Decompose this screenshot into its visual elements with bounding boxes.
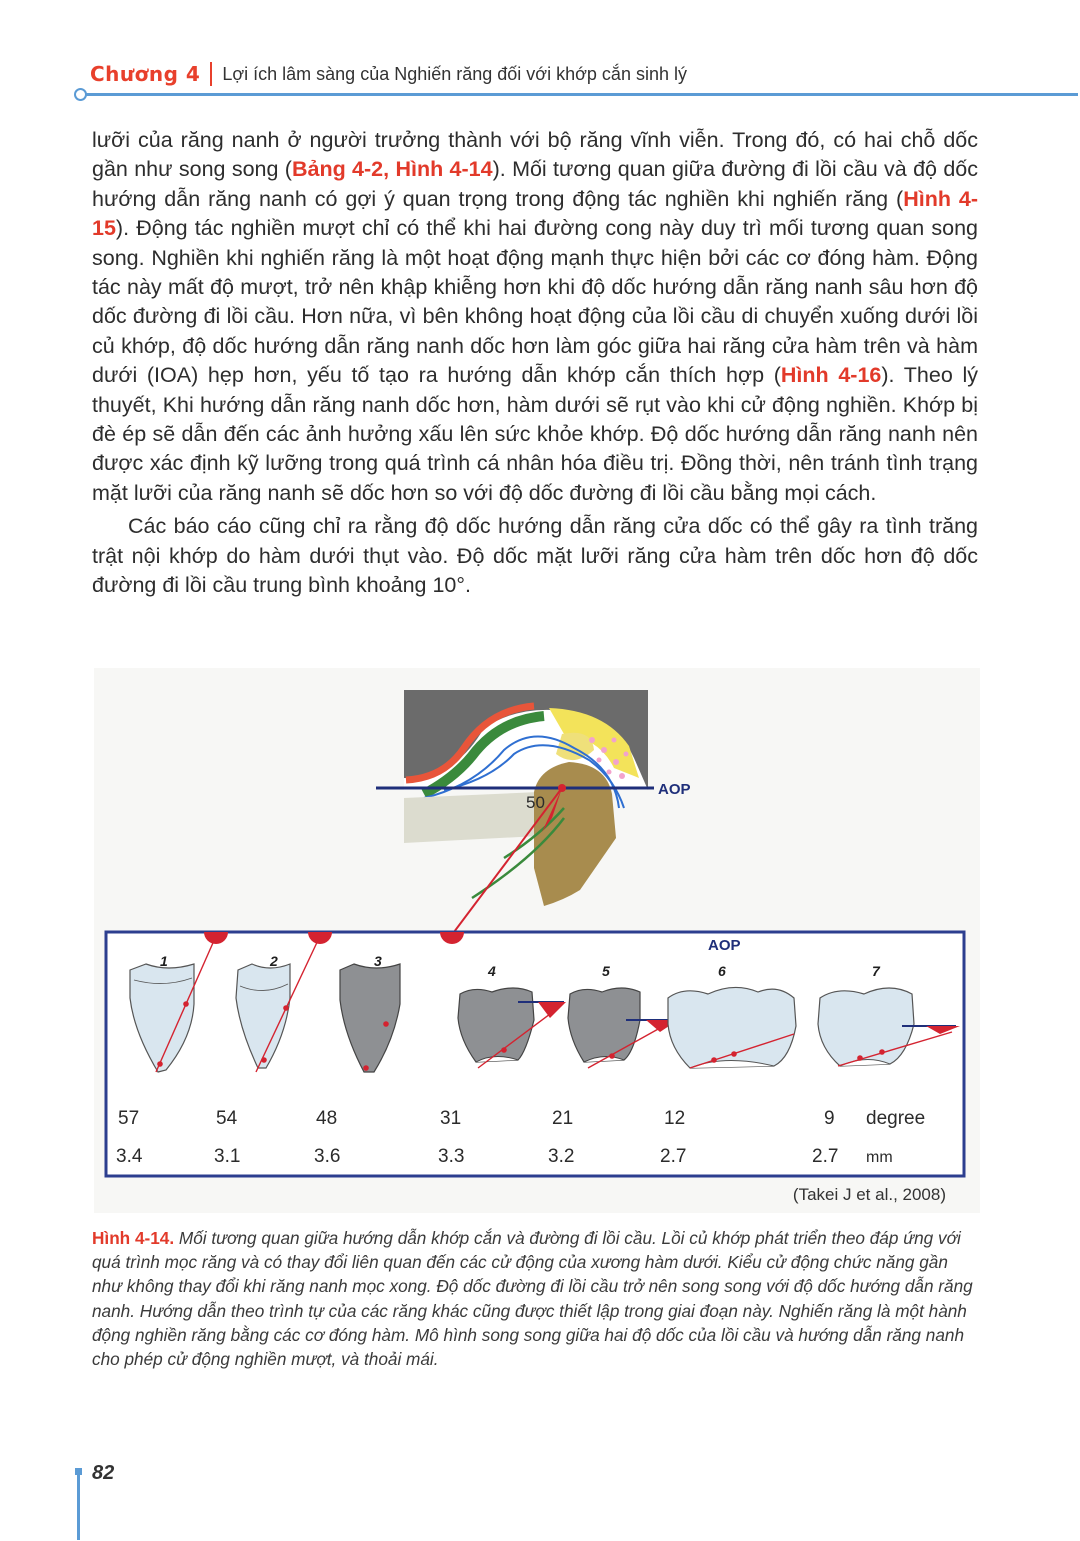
angle-value-50: 50	[526, 793, 545, 812]
degree-value-4: 31	[440, 1108, 462, 1129]
text-span: lưỡi của răng nanh ở người trưởng thành với bộ răng vĩnh viễn. Trong đó, có hai chỗ dốc gần như song song (	[92, 128, 978, 182]
chapter-title: Lợi ích lâm sàng của Nghiến răng đối với khớp cắn sinh lý	[222, 63, 687, 84]
caption-label: Hình 4-14.	[92, 1228, 175, 1248]
tooth-5	[568, 988, 640, 1062]
page-number: 82	[92, 1462, 115, 1484]
reference-link: Bảng 4-2, Hình 4-14	[291, 157, 493, 182]
degree-value-1: 57	[118, 1108, 140, 1129]
text-span: ). Động tác nghiền mượt chỉ có thể khi hai đường cong này duy trì mối tương quan song song. Nghiền khi nghiến răng là một hoạt động mạnh thực hiện bởi các cơ đóng hàm. Động tác này mất độ mượt, trở nên khập khiễng hơn khi độ dốc hướng dẫn răng nanh sâu hơn độ dốc đường đi lồi cầu. Hơn nữa, vì bên không hoạt động của lồi cầu di chuyển xuống dưới lồi củ khớp, độ dốc hướng dẫn răng nanh dốc hơn làm góc giữa hai răng cửa hàm trên và hàm dưới (IOA) hẹp hơn, yếu tố tạo ra hướng dẫn khớp cắn thích hợp (	[92, 216, 978, 388]
aop-label-box: AOP	[708, 937, 741, 954]
stage-1: 1	[160, 953, 168, 969]
stage-6: 6	[718, 963, 726, 979]
degree-value-6: 12	[664, 1108, 686, 1129]
text-span: ). Mối tương quan giữa đường đi lồi cầu và độ dốc hướng dẫn răng nanh có gợi ý quan trọng trong động tác nghiền khi nghiến răng (	[92, 157, 978, 211]
degree-value-2: 54	[216, 1108, 238, 1129]
figure-4-14	[94, 668, 980, 1213]
stage-7: 7	[872, 963, 880, 979]
tooth-4	[458, 988, 534, 1062]
mm-value-7: 2.7	[812, 1146, 839, 1167]
tooth-2-dot-a	[283, 1005, 289, 1011]
mm-unit: mm	[866, 1149, 893, 1166]
paragraph-1	[92, 126, 978, 508]
mm-value-4: 3.3	[438, 1146, 465, 1167]
tooth-4-dot	[501, 1047, 507, 1053]
degree-unit: degree	[866, 1108, 926, 1129]
aop-label-top: AOP	[658, 781, 691, 798]
tooth-2-dot-b	[261, 1057, 267, 1063]
stage-5: 5	[602, 963, 610, 979]
degree-value-5: 21	[552, 1108, 574, 1129]
footer-rule	[77, 1468, 80, 1540]
tooth-1-dot-b	[157, 1061, 163, 1067]
caption-text: Mối tương quan giữa hướng dẫn khớp cắn và đường đi lồi cầu. Lồi củ khớp phát triển theo đáp ứng với quá trình mọc răng và có thay đổi liên quan đến các cử động của xương hàm dưới. Kiểu cử động chức năng gần như không thay đổi khi răng nanh mọc xong. Độ dốc đường đi lồi cầu trở nên song song với độ dốc hướng dẫn răng nanh. Hướng dẫn theo trình tự của các răng khác cũng được thiết lập trong giai đoạn này. Nghiến răng là một hành động nghiền răng bằng các cơ đóng hàm. Mô hình song song giữa hai độ dốc của lồi cầu và hướng dẫn răng nanh cho phép cử động nghiền mượt, và thoải mái.	[92, 1228, 973, 1370]
body-text	[92, 126, 978, 605]
degree-value-7: 9	[824, 1108, 835, 1129]
figure-illustration	[94, 668, 980, 1213]
degree-value-3: 48	[316, 1108, 338, 1129]
tooth-3-dot-a	[383, 1021, 389, 1027]
tooth-3-dot-b	[363, 1065, 369, 1071]
mm-value-5: 3.2	[548, 1146, 575, 1167]
tooth-7	[818, 988, 914, 1066]
stage-4: 4	[488, 963, 496, 979]
stage-3: 3	[374, 953, 382, 969]
tooth-6-dot-a	[711, 1057, 717, 1063]
mm-value-3: 3.6	[314, 1146, 341, 1167]
tooth-6-dot-b	[731, 1051, 737, 1057]
reference-link: Hình 4-16	[780, 363, 882, 388]
tooth-7-dot-b	[879, 1049, 885, 1055]
tooth-1-dot-a	[183, 1001, 189, 1007]
tooth-5-dot	[609, 1053, 615, 1059]
beige-shelf	[404, 792, 539, 843]
header-rule-dot	[74, 88, 87, 101]
header-rule	[82, 93, 1078, 96]
reference-link: Hình 4-15	[92, 186, 978, 241]
figure-caption	[92, 1226, 978, 1371]
chapter-header	[90, 58, 687, 90]
text-span: ). Theo lý thuyết, Khi hướng dẫn răng nanh dốc hơn, hàm dưới sẽ rụt vào khi cử động nghiền. Khớp bị đè ép sẽ dẫn đến các ảnh hưởng xấu lên sức khỏe khớp. Độ dốc hướng dẫn răng nanh nên được xác định kỹ lưỡng trong quá trình cá nhân hóa điều trị. Đồng thời, nên tránh tình trạng mặt lưỡi của răng nanh sẽ dốc hơn so với độ dốc đường đi lồi cầu bằng mọi cách.	[92, 363, 978, 505]
header-divider	[210, 62, 212, 86]
mm-value-6: 2.7	[660, 1146, 687, 1167]
stage-2: 2	[270, 953, 278, 969]
mandibular-condyle	[534, 762, 616, 906]
tooth-7-dot-a	[857, 1055, 863, 1061]
chapter-label: Chương 4	[90, 62, 201, 86]
footer-rule-tick	[75, 1468, 82, 1475]
figure-citation: (Takei J et al., 2008)	[792, 1185, 946, 1204]
mm-value-2: 3.1	[214, 1146, 241, 1167]
mm-value-1: 3.4	[116, 1146, 143, 1167]
paragraph-2: Các báo cáo cũng chỉ ra rằng độ dốc hướng dẫn răng cửa dốc có thể gây ra tình trăng trật nội khớp do hàm dưới thụt vào. Độ dốc mặt lưỡi răng cửa hàm trên dốc hơn độ dốc đường đi lồi cầu trung bình khoảng 10°.	[92, 514, 978, 598]
